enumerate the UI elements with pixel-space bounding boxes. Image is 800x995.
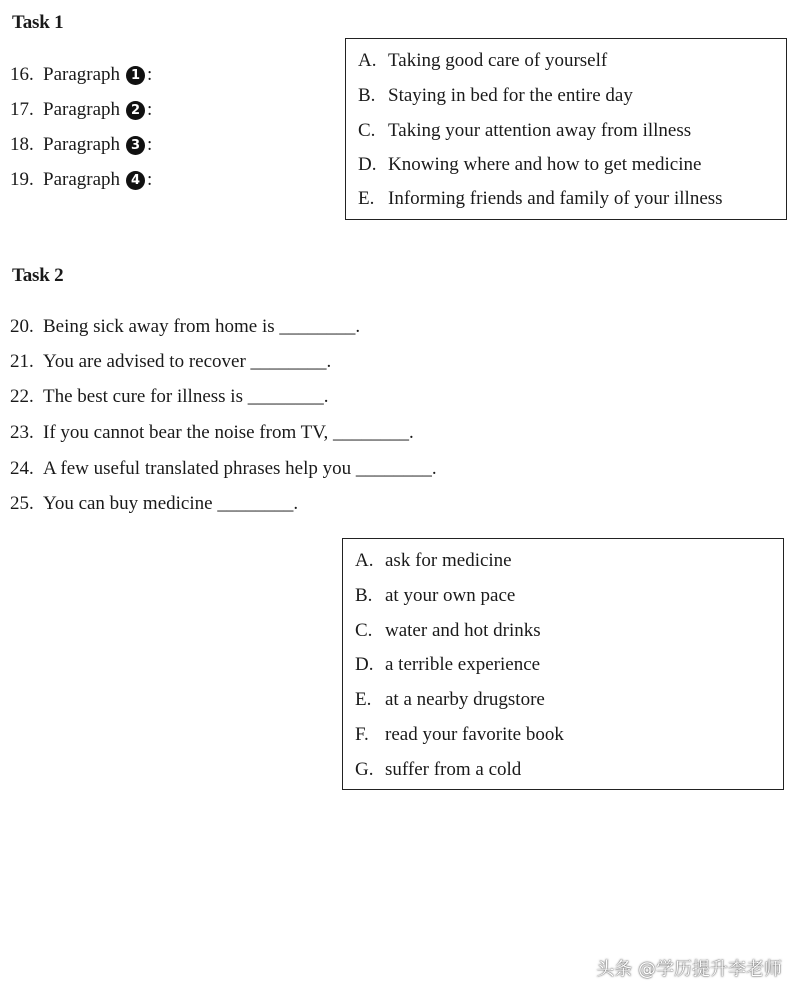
option-letter: D. [358, 154, 377, 175]
question-text: Being sick away from home is ________. [43, 316, 361, 337]
option-text: Informing friends and family of your illness [388, 188, 723, 209]
task2-heading: Task 2 [12, 265, 64, 286]
question-number: 25. [10, 493, 34, 514]
question-colon: : [147, 169, 153, 190]
task1-option-a [358, 50, 607, 72]
option-letter: D. [355, 654, 374, 675]
question-number: 20. [10, 316, 34, 337]
option-text: Taking good care of yourself [388, 50, 608, 71]
task2-question-22 [10, 386, 328, 408]
task2-option-d [355, 654, 540, 676]
option-text: Taking your attention away from illness [388, 120, 692, 141]
question-number: 19. [10, 169, 34, 190]
task2-option-b [355, 585, 515, 607]
question-text: Paragraph [43, 99, 121, 120]
option-letter: B. [358, 85, 376, 106]
question-text: If you cannot bear the noise from TV, ________. [43, 422, 414, 443]
task2-question-25 [10, 493, 298, 515]
option-letter: C. [355, 620, 373, 641]
task1-heading: Task 1 [12, 12, 64, 33]
question-colon: : [147, 134, 153, 155]
question-number: 17. [10, 99, 34, 120]
paragraph-marker-1: 1 [126, 66, 145, 85]
question-text: A few useful translated phrases help you ________. [43, 458, 437, 479]
option-text: at your own pace [385, 585, 516, 606]
option-letter: E. [355, 689, 372, 710]
question-number: 18. [10, 134, 34, 155]
option-letter: G. [355, 759, 374, 780]
task2-question-20 [10, 316, 360, 338]
paragraph-marker-4: 4 [126, 171, 145, 190]
question-number: 21. [10, 351, 34, 372]
question-number: 22. [10, 386, 34, 407]
option-text: read your favorite book [385, 724, 564, 745]
question-text: You can buy medicine ________. [43, 493, 299, 514]
option-text: a terrible experience [385, 654, 541, 675]
option-text: at a nearby drugstore [385, 689, 545, 710]
task2-options-box [342, 538, 784, 790]
task2-option-f [355, 724, 564, 746]
task2-option-e [355, 689, 545, 711]
question-text: Paragraph [43, 64, 121, 85]
option-letter: E. [358, 188, 375, 209]
question-number: 24. [10, 458, 34, 479]
option-text: Knowing where and how to get medicine [388, 154, 702, 175]
task2-option-a [355, 550, 512, 572]
task1-option-d [358, 154, 701, 176]
option-letter: F. [355, 724, 369, 745]
watermark: 头条 @学历提升李老师 [596, 959, 782, 980]
option-letter: A. [355, 550, 374, 571]
task1-option-e [358, 188, 723, 210]
option-letter: C. [358, 120, 376, 141]
question-text: Paragraph [43, 169, 121, 190]
task2-question-24 [10, 458, 437, 480]
question-number: 23. [10, 422, 34, 443]
task2-question-23 [10, 422, 414, 444]
task2-option-c [355, 620, 541, 642]
task1-option-c [358, 120, 691, 142]
question-text: You are advised to recover ________. [43, 351, 332, 372]
task2-question-21 [10, 351, 331, 373]
question-text: Paragraph [43, 134, 121, 155]
option-text: water and hot drinks [385, 620, 541, 641]
task1-question-18 [10, 134, 152, 156]
task1-question-19 [10, 169, 152, 191]
task1-question-16 [10, 64, 152, 86]
task1-options-box [345, 38, 787, 220]
option-text: suffer from a cold [385, 759, 522, 780]
paragraph-marker-3: 3 [126, 136, 145, 155]
question-number: 16. [10, 64, 34, 85]
option-text: Staying in bed for the entire day [388, 85, 633, 106]
option-letter: A. [358, 50, 377, 71]
task2-option-g [355, 759, 521, 781]
task1-option-b [358, 85, 633, 107]
paragraph-marker-2: 2 [126, 101, 145, 120]
question-colon: : [147, 64, 153, 85]
task1-question-17 [10, 99, 152, 121]
question-colon: : [147, 99, 153, 120]
question-text: The best cure for illness is ________. [43, 386, 329, 407]
option-text: ask for medicine [385, 550, 512, 571]
option-letter: B. [355, 585, 373, 606]
